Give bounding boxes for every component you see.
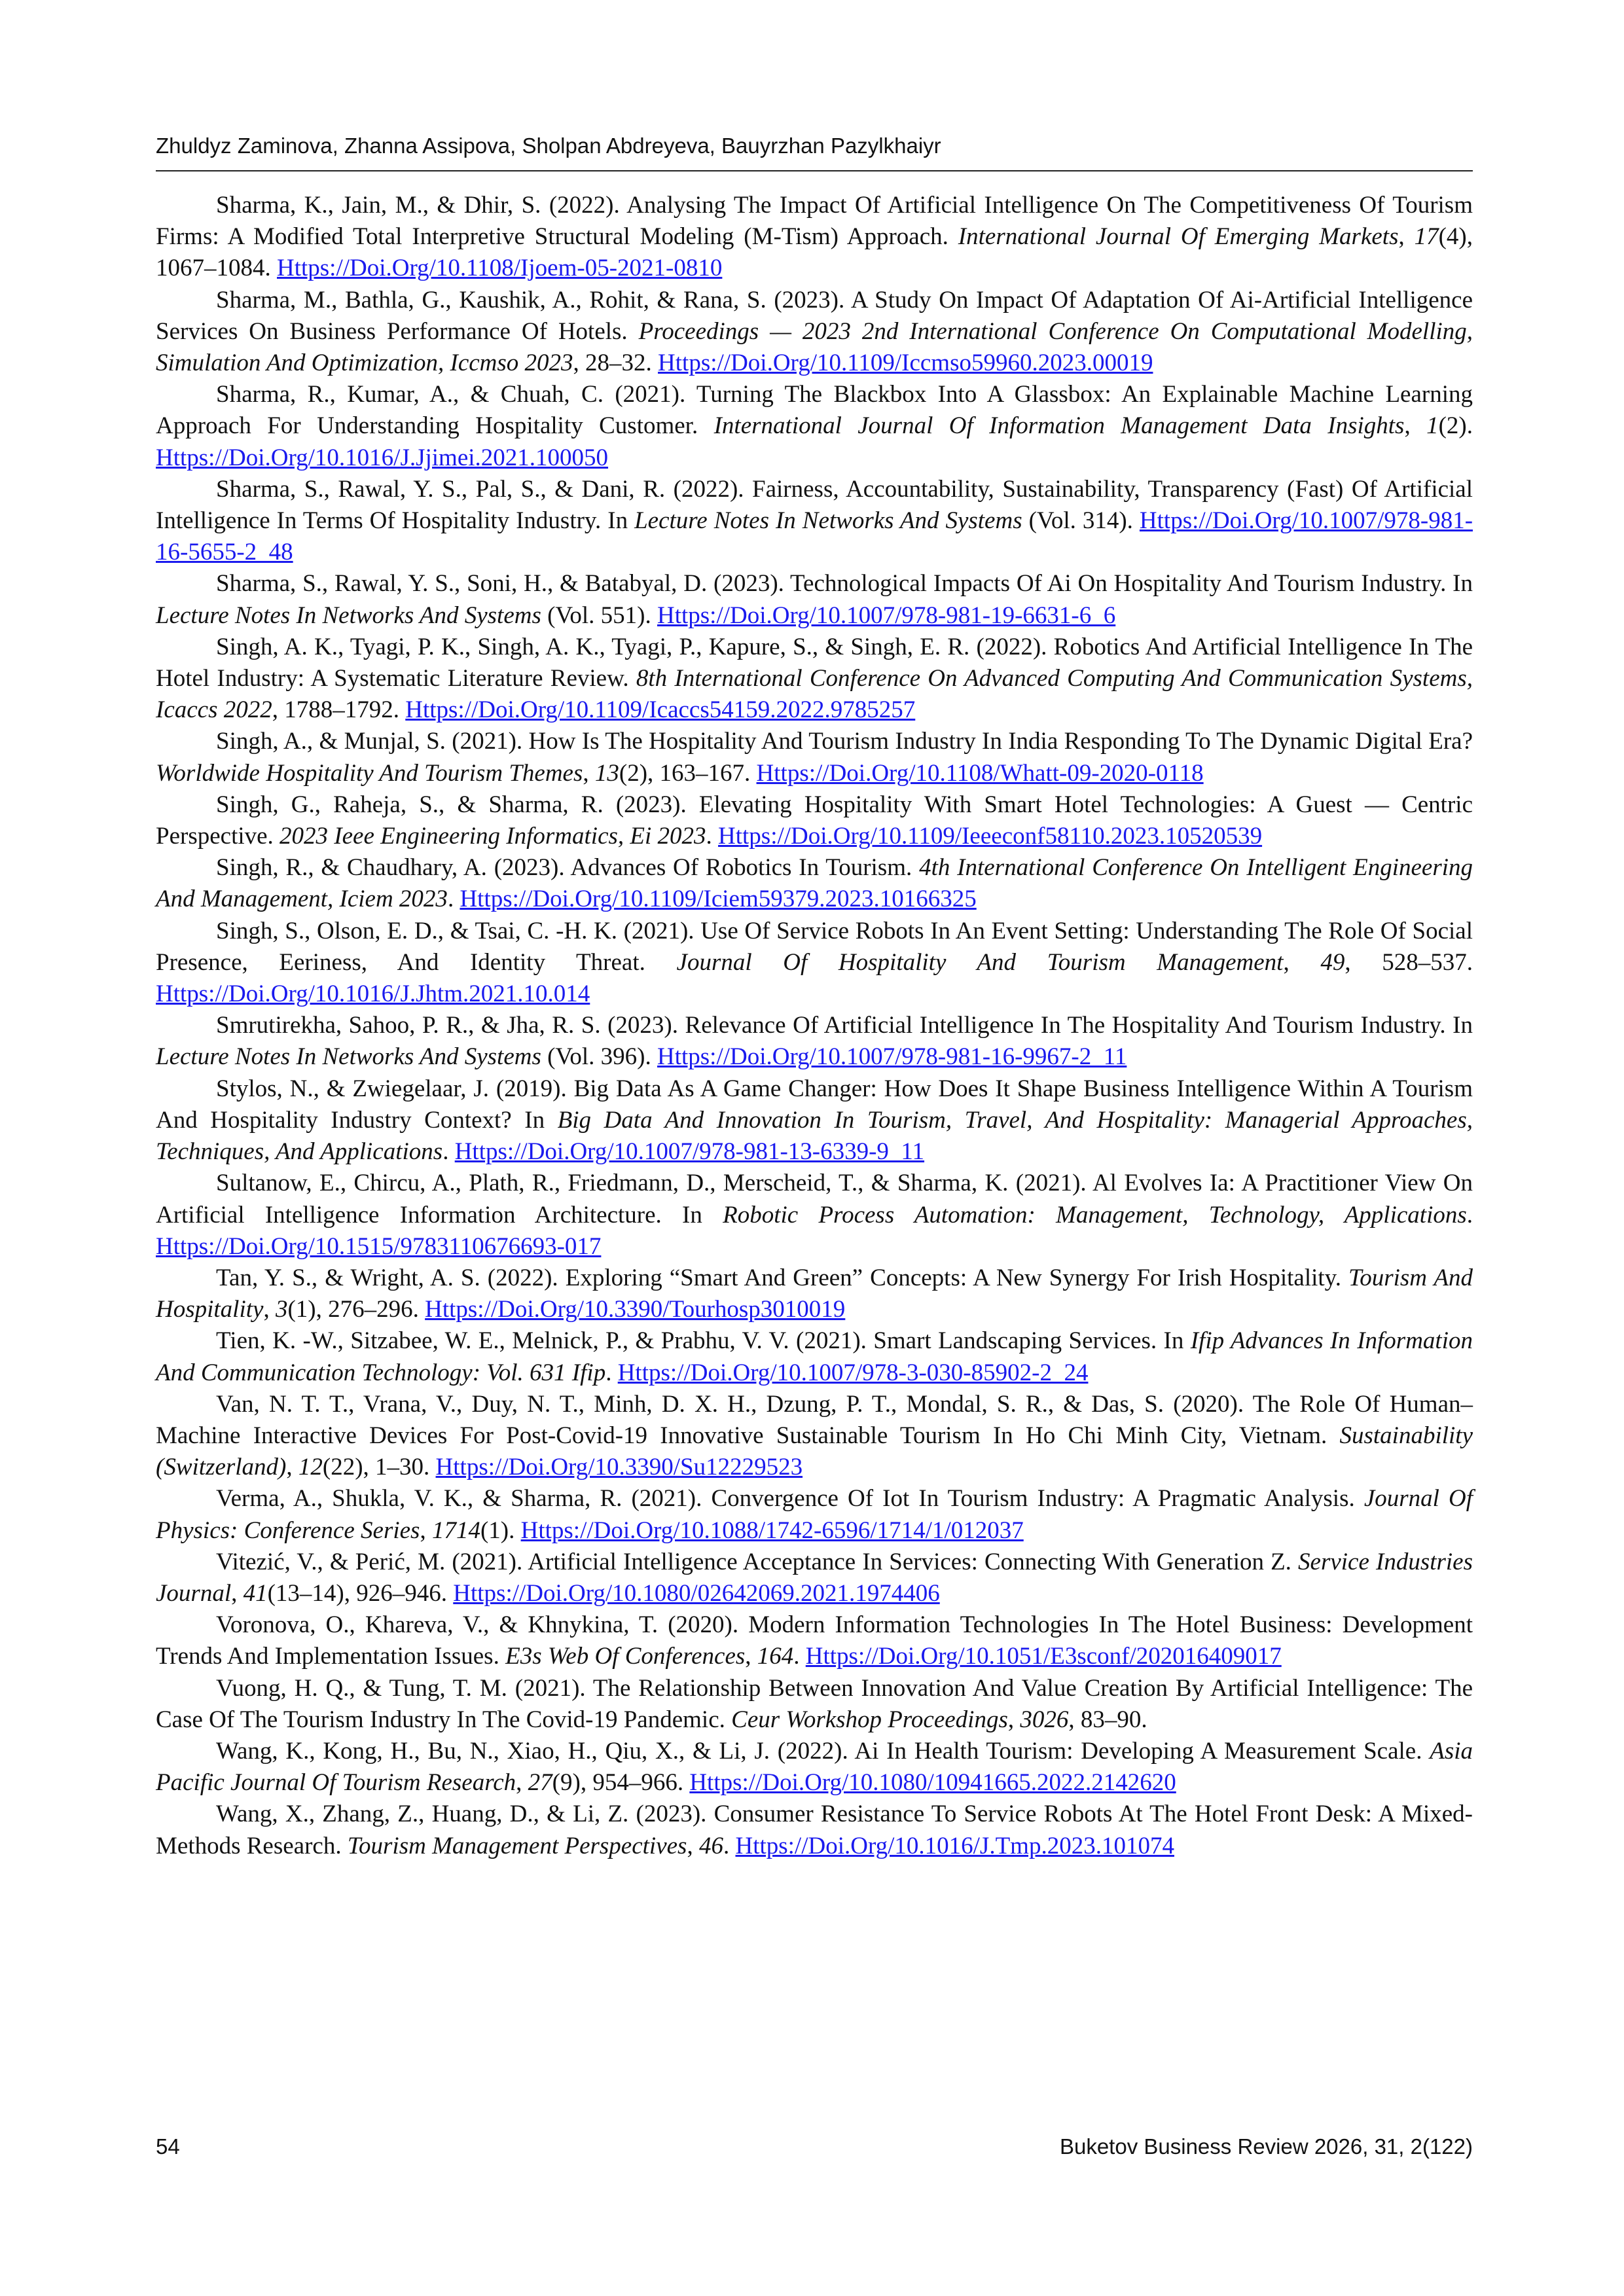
reference-venue: 2023 Ieee Engineering Informatics, Ei 2023: [280, 823, 706, 850]
reference-entry: [156, 916, 1473, 1011]
reference-text: (2), 163–167.: [619, 759, 757, 787]
reference-volume: 17: [1414, 223, 1439, 251]
reference-entry: [156, 1168, 1473, 1263]
reference-text: Vitezić, V., & Perić, M. (2021). Artificial Intelligence Acceptance In Services: Connecting With Generation Z.: [216, 1548, 1299, 1575]
reference-text: , 528–537.: [1344, 948, 1473, 976]
doi-link[interactable]: Https://Doi.Org/10.1109/Ieeeconf58110.2023.10520539: [718, 823, 1263, 850]
reference-entry: [156, 379, 1473, 474]
reference-text: .: [605, 1359, 618, 1386]
reference-venue: Worldwide Hospitality And Tourism Themes: [156, 759, 583, 787]
reference-entry: [156, 1010, 1473, 1073]
reference-text: Sultanow, E., Chircu, A., Plath, R., Friedmann, D., Merscheid, T., & Sharma, K. (2021). Al Evolves Ia: A Practitioner View On Artificial Intelligence Information Architecture. In: [156, 1170, 1473, 1229]
reference-venue: Ifip Advances In Information And Communication Technology: Vol. 631 Ifip: [156, 1327, 1473, 1386]
reference-venue: Service Industries Journal: [156, 1548, 1473, 1607]
reference-text: (Vol. 314).: [1022, 507, 1140, 535]
reference-text: (9), 954–966.: [552, 1769, 690, 1797]
doi-link[interactable]: Https://Doi.Org/10.1007/978-3-030-85902-2_24: [617, 1359, 1089, 1386]
reference-entry: [156, 1547, 1473, 1609]
reference-text: Singh, S., Olson, E. D., & Tsai, C. -H. K. (2021). Use Of Service Robots In An Event Setting: Understanding The Role Of Social Presence, Eeriness, And Identity Threat.: [156, 917, 1473, 976]
reference-text: , 28–32.: [573, 350, 659, 377]
reference-entry: [156, 1073, 1473, 1168]
reference-text: .: [447, 886, 460, 913]
reference-text: (1).: [480, 1516, 521, 1544]
reference-text: ,: [745, 1643, 757, 1670]
doi-link[interactable]: Https://Doi.Org/10.1016/J.Tmp.2023.101074: [735, 1832, 1174, 1859]
reference-text: Verma, A., Shukla, V. K., & Sharma, R. (2021). Convergence Of Iot In Tourism Industry: A Pragmatic Analysis.: [216, 1485, 1364, 1513]
reference-entry: [156, 632, 1473, 726]
reference-text: (Vol. 551).: [541, 601, 657, 629]
reference-text: Van, N. T. T., Vrana, V., Duy, N. T., Minh, D. X. H., Dzung, P. T., Mondal, S. R., & Das, S. (2020). The Role Of Human–Machine Interactive Devices For Post-Covid-19 Innovative Sustainable Tourism In Ho Chi Minh City, Vietnam.: [156, 1390, 1473, 1449]
reference-venue: Robotic Process Automation: Management, Technology, Applications: [723, 1201, 1467, 1229]
reference-entry: [156, 1799, 1473, 1861]
reference-entry: [156, 789, 1473, 852]
reference-text: (13–14), 926–946.: [267, 1579, 454, 1607]
reference-venue: E3s Web Of Conferences: [505, 1643, 746, 1670]
doi-link[interactable]: Https://Doi.Org/10.1109/Iccmso59960.2023.00019: [658, 350, 1153, 377]
page-number: 54: [156, 2134, 180, 2159]
reference-text: Stylos, N., & Zwiegelaar, J. (2019). Big Data As A Game Changer: How Does It Shape Business Intelligence Within A Tourism And Hospitality Industry Context? In: [156, 1075, 1473, 1134]
reference-text: ,: [516, 1769, 528, 1797]
doi-link[interactable]: Https://Doi.Org/10.1108/Whatt-09-2020-0118: [756, 759, 1204, 787]
reference-entry: [156, 285, 1473, 380]
doi-link[interactable]: Https://Doi.Org/10.1016/J.Jhtm.2021.10.014: [156, 980, 590, 1008]
reference-text: Wang, X., Zhang, Z., Huang, D., & Li, Z. (2023). Consumer Resistance To Service Robots At The Hotel Front Desk: A Mixed-Methods Research.: [156, 1801, 1473, 1859]
journal-citation: Buketov Business Review 2026, 31, 2(122): [1059, 2134, 1473, 2159]
reference-volume: 3026: [1020, 1706, 1069, 1733]
reference-text: ,: [583, 759, 595, 787]
reference-text: Singh, G., Raheja, S., & Sharma, R. (2023). Elevating Hospitality With Smart Hotel Technologies: A Guest — Centric Perspective.: [156, 791, 1473, 850]
doi-link[interactable]: Https://Doi.Org/10.1088/1742-6596/1714/1/012037: [520, 1516, 1024, 1544]
reference-venue: Lecture Notes In Networks And Systems: [634, 507, 1022, 535]
reference-text: ,: [687, 1832, 699, 1859]
doi-link[interactable]: Https://Doi.Org/10.1016/J.Jjimei.2021.100050: [156, 444, 609, 471]
doi-link[interactable]: Https://Doi.Org/10.1109/Iciem59379.2023.10166325: [460, 886, 977, 913]
reference-entry: [156, 1389, 1473, 1484]
reference-venue: International Journal Of Information Management Data Insights: [713, 412, 1405, 440]
reference-text: .: [793, 1643, 806, 1670]
reference-text: ,: [1404, 412, 1427, 440]
reference-list: [156, 190, 1473, 1862]
reference-volume: 13: [594, 759, 619, 787]
reference-text: Singh, A. K., Tyagi, P. K., Singh, A. K., Tyagi, P., Kapure, S., & Singh, E. R. (2022). Robotics And Artificial Intelligence In The Hotel Industry: A Systematic Literature Review.: [156, 633, 1473, 692]
reference-text: ,: [231, 1579, 244, 1607]
doi-link[interactable]: Https://Doi.Org/10.1007/978-981-13-6339-9_11: [454, 1138, 925, 1166]
reference-text: , 1788–1792.: [272, 696, 406, 724]
reference-text: (4), 1067–1084.: [156, 223, 1473, 282]
reference-venue: Tourism Management Perspectives: [347, 1832, 687, 1859]
reference-text: Sharma, R., Kumar, A., & Chuah, C. (2021). Turning The Blackbox Into A Glassbox: An Explainable Machine Learning Approach For Understanding Hospitality Customer.: [156, 381, 1473, 440]
reference-entry: [156, 1609, 1473, 1672]
reference-volume: 1: [1426, 412, 1439, 440]
doi-link[interactable]: Https://Doi.Org/10.1108/Ijoem-05-2021-0810: [277, 255, 723, 282]
reference-text: Sharma, M., Bathla, G., Kaushik, A., Rohit, & Rana, S. (2023). A Study On Impact Of Adaptation Of Ai-Artificial Intelligence Services On Business Performance Of Hotels.: [156, 286, 1473, 345]
reference-text: .: [1466, 1201, 1473, 1229]
reference-text: Sharma, K., Jain, M., & Dhir, S. (2022). Analysing The Impact Of Artificial Intelligence On The Competitiveness Of Tourism Firms: A Modified Total Interpretive Structural Modeling (M-Tism) Approach.: [156, 192, 1473, 251]
reference-text: ,: [420, 1516, 432, 1544]
reference-text: Singh, A., & Munjal, S. (2021). How Is The Hospitality And Tourism Industry In India Responding To The Dynamic Digital Era?: [216, 728, 1473, 755]
reference-text: ,: [1283, 948, 1321, 976]
reference-text: (22), 1–30.: [322, 1454, 436, 1481]
reference-text: Voronova, O., Khareva, V., & Khnykina, T. (2020). Modern Information Technologies In The Hotel Business: Development Trends And Implementation Issues.: [156, 1611, 1473, 1670]
reference-entry: [156, 1483, 1473, 1546]
reference-venue: Asia Pacific Journal Of Tourism Research: [156, 1737, 1473, 1797]
reference-text: .: [442, 1138, 455, 1166]
reference-volume: 3: [275, 1296, 288, 1323]
reference-venue: 4th International Conference On Intelligent Engineering And Management, Iciem 2023: [156, 854, 1473, 913]
reference-text: Tien, K. -W., Sitzabee, W. E., Melnick, P., & Prabhu, V. V. (2021). Smart Landscaping Services. In: [216, 1327, 1191, 1355]
reference-venue: 8th International Conference On Advanced Computing And Communication Systems, Icaccs 2022: [156, 665, 1473, 724]
doi-link[interactable]: Https://Doi.Org/10.3390/Tourhosp3010019: [425, 1296, 846, 1323]
reference-venue: Big Data And Innovation In Tourism, Travel, And Hospitality: Managerial Approaches, Techniques, And Applications: [156, 1106, 1473, 1166]
reference-entry: [156, 726, 1473, 789]
reference-entry: [156, 1673, 1473, 1736]
reference-text: .: [706, 823, 719, 850]
reference-text: Singh, R., & Chaudhary, A. (2023). Advances Of Robotics In Tourism.: [216, 854, 920, 882]
reference-text: ,: [1398, 223, 1415, 251]
doi-link[interactable]: Https://Doi.Org/10.1080/02642069.2021.1974406: [453, 1579, 940, 1607]
doi-link[interactable]: Https://Doi.Org/10.1109/Icaccs54159.2022.9785257: [405, 696, 916, 724]
reference-venue: Proceedings — 2023 2nd International Conference On Computational Modelling, Simulation And Optimization, Iccmso 2023: [156, 317, 1473, 377]
reference-entry: [156, 190, 1473, 285]
doi-link[interactable]: Https://Doi.Org/10.1080/10941665.2022.2142620: [689, 1769, 1176, 1797]
reference-volume: 46: [698, 1832, 723, 1859]
doi-link[interactable]: Https://Doi.Org/10.1007/978-981-19-6631-6_6: [657, 601, 1116, 629]
doi-link[interactable]: Https://Doi.Org/10.3390/Su12229523: [435, 1454, 803, 1481]
running-head-authors: Zhuldyz Zaminova, Zhanna Assipova, Sholpan Abdreyeva, Bauyrzhan Pazylkhaiyr: [156, 134, 941, 158]
reference-volume: 1714: [431, 1516, 480, 1544]
reference-venue: Ceur Workshop Proceedings: [731, 1706, 1008, 1733]
reference-volume: 12: [298, 1454, 323, 1481]
reference-volume: 41: [243, 1579, 268, 1607]
reference-volume: 164: [757, 1643, 794, 1670]
reference-text: Vuong, H. Q., & Tung, T. M. (2021). The Relationship Between Innovation And Value Creation By Artificial Intelligence: The Case Of The Tourism Industry In The Covid-19 Pandemic.: [156, 1674, 1473, 1733]
reference-venue: Lecture Notes In Networks And Systems: [156, 601, 541, 629]
reference-text: , 83–90.: [1068, 1706, 1147, 1733]
reference-text: Tan, Y. S., & Wright, A. S. (2022). Exploring “Smart And Green” Concepts: A New Synergy For Irish Hospitality.: [216, 1264, 1349, 1291]
reference-text: Wang, K., Kong, H., Bu, N., Xiao, H., Qiu, X., & Li, J. (2022). Ai In Health Tourism: Developing A Measurement Scale.: [216, 1737, 1430, 1765]
reference-text: .: [723, 1832, 736, 1859]
doi-link[interactable]: Https://Doi.Org/10.1007/978-981-16-5655-2_48: [156, 507, 1473, 566]
reference-text: (2).: [1438, 412, 1473, 440]
reference-entry: [156, 1263, 1473, 1325]
doi-link[interactable]: Https://Doi.Org/10.1515/9783110676693-017: [156, 1232, 602, 1260]
reference-venue: Tourism And Hospitality: [156, 1264, 1473, 1323]
reference-entry: [156, 1325, 1473, 1388]
reference-text: ,: [286, 1454, 298, 1481]
reference-venue: International Journal Of Emerging Markets: [958, 223, 1399, 251]
reference-text: Sharma, S., Rawal, Y. S., Pal, S., & Dani, R. (2022). Fairness, Accountability, Sustainability, Transparency (Fast) Of Artificial Intelligence In Terms Of Hospitality Industry. In: [156, 475, 1473, 535]
reference-entry: [156, 474, 1473, 569]
doi-link[interactable]: Https://Doi.Org/10.1051/E3sconf/202016409017: [805, 1643, 1282, 1670]
reference-text: (1), 276–296.: [287, 1296, 425, 1323]
reference-venue: Journal Of Physics: Conference Series: [156, 1485, 1473, 1544]
reference-entry: [156, 568, 1473, 631]
reference-venue: Lecture Notes In Networks And Systems: [156, 1043, 541, 1071]
reference-venue: Journal Of Hospitality And Tourism Management: [676, 948, 1284, 976]
page-footer: [156, 2130, 1473, 2163]
reference-text: (Vol. 396).: [541, 1043, 657, 1071]
reference-text: Smrutirekha, Sahoo, P. R., & Jha, R. S. (2023). Relevance Of Artificial Intelligence In The Hospitality And Tourism Industry. In: [216, 1012, 1473, 1039]
reference-venue: Sustainability (Switzerland): [156, 1422, 1473, 1481]
header-rule: [156, 170, 1473, 171]
doi-link[interactable]: Https://Doi.Org/10.1007/978-981-16-9967-2_11: [657, 1043, 1127, 1071]
reference-text: ,: [1007, 1706, 1020, 1733]
reference-volume: 49: [1320, 948, 1345, 976]
reference-entry: [156, 852, 1473, 915]
reference-entry: [156, 1736, 1473, 1799]
reference-text: Sharma, S., Rawal, Y. S., Soni, H., & Batabyal, D. (2023). Technological Impacts Of Ai On Hospitality And Tourism Industry. In: [216, 570, 1473, 598]
reference-volume: 27: [528, 1769, 552, 1797]
reference-text: ,: [263, 1296, 276, 1323]
